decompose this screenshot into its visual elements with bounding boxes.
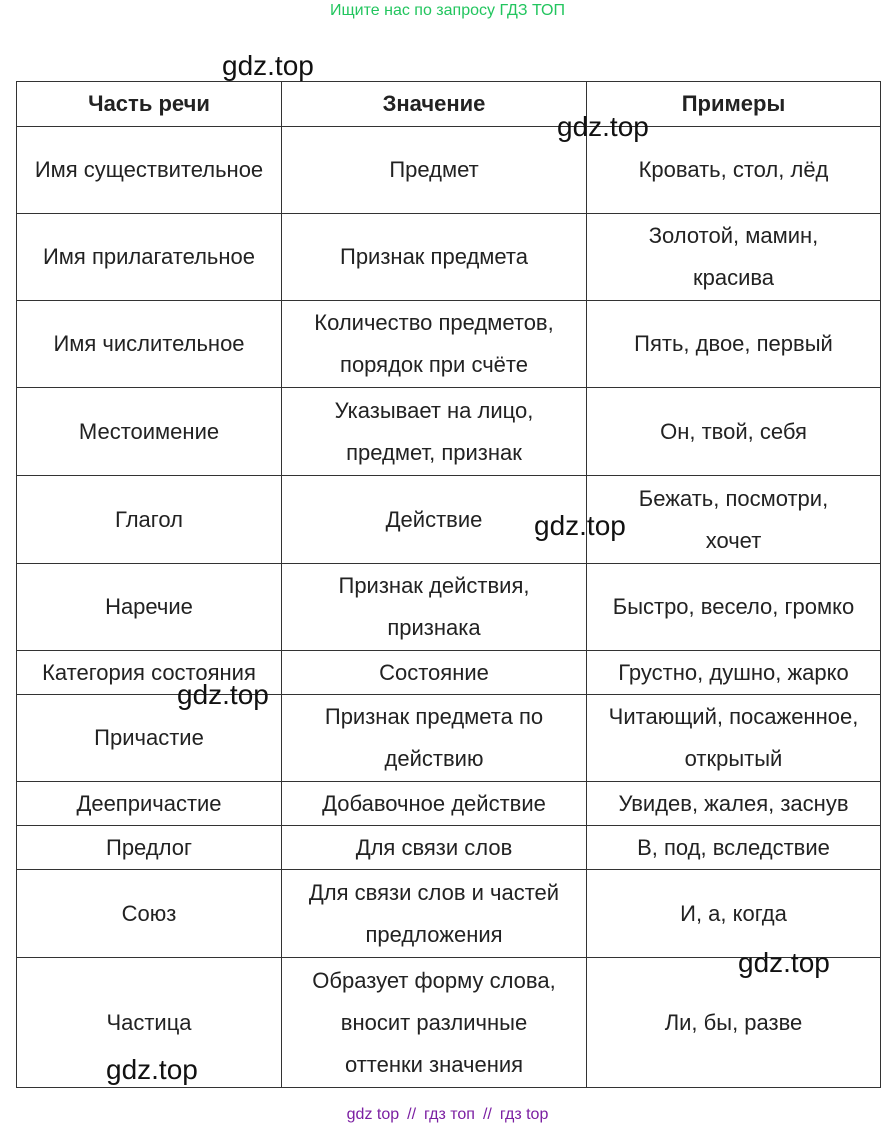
footer-link-gdz-top-ru[interactable]: гдз топ: [424, 1106, 475, 1123]
cell-examples: И, а, когда: [587, 870, 881, 958]
cell-meaning: Указывает на лицо, предмет, признак: [282, 388, 587, 476]
cell-examples: Золотой, мамин, красива: [587, 214, 881, 301]
cell-meaning: Для связи слов и частей предложения: [282, 870, 587, 958]
cell-part: Частица: [17, 958, 282, 1088]
cell-meaning: Состояние: [282, 651, 587, 695]
cell-meaning: Признак предмета по действию: [282, 695, 587, 782]
table-row: [17, 127, 881, 214]
cell-part: Категория состояния: [17, 651, 282, 695]
watermark: gdz.top: [557, 111, 649, 142]
header-examples: Примеры: [587, 82, 881, 127]
cell-part: Местоимение: [17, 388, 282, 476]
cell-part: Наречие: [17, 564, 282, 651]
cell-meaning: Образует форму слова, вносит различные оттенки значения: [282, 958, 587, 1088]
table-row: [17, 564, 881, 651]
watermark: gdz.top: [222, 50, 314, 81]
footer-separator: //: [407, 1106, 417, 1123]
footer-link-gdz-top[interactable]: gdz top: [346, 1106, 400, 1123]
cell-part: Причастие: [17, 695, 282, 782]
table-row: [17, 301, 881, 388]
cell-examples: Он, твой, себя: [587, 388, 881, 476]
cell-examples: Грустно, душно, жарко: [587, 651, 881, 695]
cell-examples: В, под, вследствие: [587, 826, 881, 870]
footer-link-gdz-top-mixed[interactable]: гдз top: [499, 1106, 549, 1123]
header-meaning: Значение: [282, 82, 587, 127]
table-row: [17, 695, 881, 782]
cell-meaning: Признак действия, признака: [282, 564, 587, 651]
table-header-row: [17, 82, 881, 127]
watermark: gdz.top: [738, 947, 830, 978]
search-hint-banner: Ищите нас по запросу ГДЗ ТОП: [330, 2, 565, 19]
watermark: gdz.top: [106, 1054, 198, 1085]
cell-examples: Быстро, весело, громко: [587, 564, 881, 651]
cell-part: Деепричастие: [17, 782, 282, 826]
cell-meaning: Признак предмета: [282, 214, 587, 301]
cell-meaning: Предмет: [282, 127, 587, 214]
cell-part: Имя существительное: [17, 127, 282, 214]
watermark: gdz.top: [534, 510, 626, 541]
cell-part: Имя прилагательное: [17, 214, 282, 301]
cell-examples: Ли, бы, разве: [587, 958, 881, 1088]
table-row: [17, 826, 881, 870]
table-row: [17, 388, 881, 476]
cell-examples: Пять, двое, первый: [587, 301, 881, 388]
table-row: [17, 782, 881, 826]
footer-links: [0, 1106, 895, 1124]
cell-meaning: Количество предметов, порядок при счёте: [282, 301, 587, 388]
footer-separator: //: [482, 1106, 492, 1123]
cell-examples: Читающий, посаженное, открытый: [587, 695, 881, 782]
table-row: [17, 870, 881, 958]
cell-part: Глагол: [17, 476, 282, 564]
cell-examples: Бежать, посмотри, хочет: [587, 476, 881, 564]
cell-meaning: Действие: [282, 476, 587, 564]
header-part-of-speech: Часть речи: [17, 82, 282, 127]
parts-of-speech-table: [16, 81, 881, 1088]
cell-part: Союз: [17, 870, 282, 958]
cell-examples: Кровать, стол, лёд: [587, 127, 881, 214]
table-row: [17, 214, 881, 301]
cell-part: Предлог: [17, 826, 282, 870]
cell-meaning: Для связи слов: [282, 826, 587, 870]
table-row: [17, 651, 881, 695]
cell-examples: Увидев, жалея, заснув: [587, 782, 881, 826]
table-row: [17, 476, 881, 564]
cell-part: Имя числительное: [17, 301, 282, 388]
cell-meaning: Добавочное действие: [282, 782, 587, 826]
watermark: gdz.top: [177, 679, 269, 710]
